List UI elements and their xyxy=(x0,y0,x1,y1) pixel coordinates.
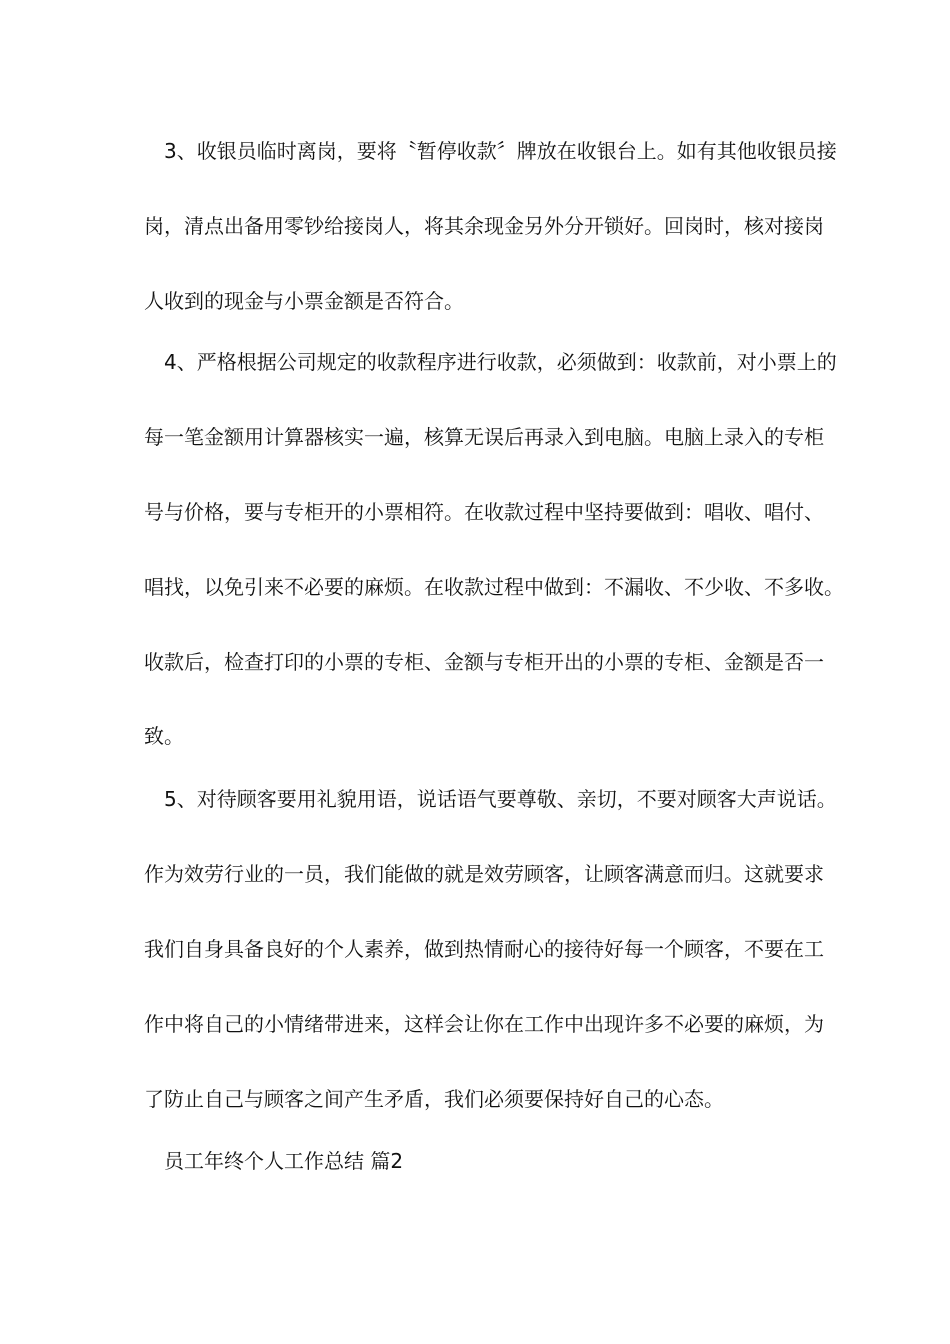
paragraph-4-line-6: 致。 xyxy=(144,724,184,748)
paragraph-4-line-4: 唱找，以免引来不必要的麻烦。在收款过程中做到：不漏收、不少收、不多收。 xyxy=(144,575,844,599)
paragraph-4-line-1: 4、严格根据公司规定的收款程序进行收款，必须做到：收款前，对小票上的 xyxy=(164,350,837,374)
paragraph-4-line-2: 每一笔金额用计算器核实一遍，核算无误后再录入到电脑。电脑上录入的专柜 xyxy=(144,425,824,449)
paragraph-5-line-5: 了防止自己与顾客之间产生矛盾，我们必须要保持好自己的心态。 xyxy=(144,1087,724,1111)
paragraph-5-line-3: 我们自身具备良好的个人素养，做到热情耐心的接待好每一个顾客，不要在工 xyxy=(144,937,824,961)
paragraph-3-line-1: 3、收银员临时离岗，要将〝暂停收款〞牌放在收银台上。如有其他收银员接 xyxy=(164,139,837,163)
paragraph-4-line-5: 收款后，检查打印的小票的专柜、金额与专柜开出的小票的专柜、金额是否一 xyxy=(144,650,824,674)
paragraph-5-line-2: 作为效劳行业的一员，我们能做的就是效劳顾客，让顾客满意而归。这就要求 xyxy=(144,862,824,886)
paragraph-5-line-1: 5、对待顾客要用礼貌用语，说话语气要尊敬、亲切，不要对顾客大声说话。 xyxy=(164,787,837,811)
paragraph-3-line-3: 人收到的现金与小票金额是否符合。 xyxy=(144,289,464,313)
paragraph-5-line-4: 作中将自己的小情绪带进来，这样会让你在工作中出现许多不必要的麻烦，为 xyxy=(144,1012,824,1036)
paragraph-3-line-2: 岗，清点出备用零钞给接岗人，将其余现金另外分开锁好。回岗时，核对接岗 xyxy=(144,214,824,238)
paragraph-4-line-3: 号与价格，要与专柜开的小票相符。在收款过程中坚持要做到：唱收、唱付、 xyxy=(144,500,824,524)
section-heading: 员工年终个人工作总结 篇2 xyxy=(164,1149,404,1173)
